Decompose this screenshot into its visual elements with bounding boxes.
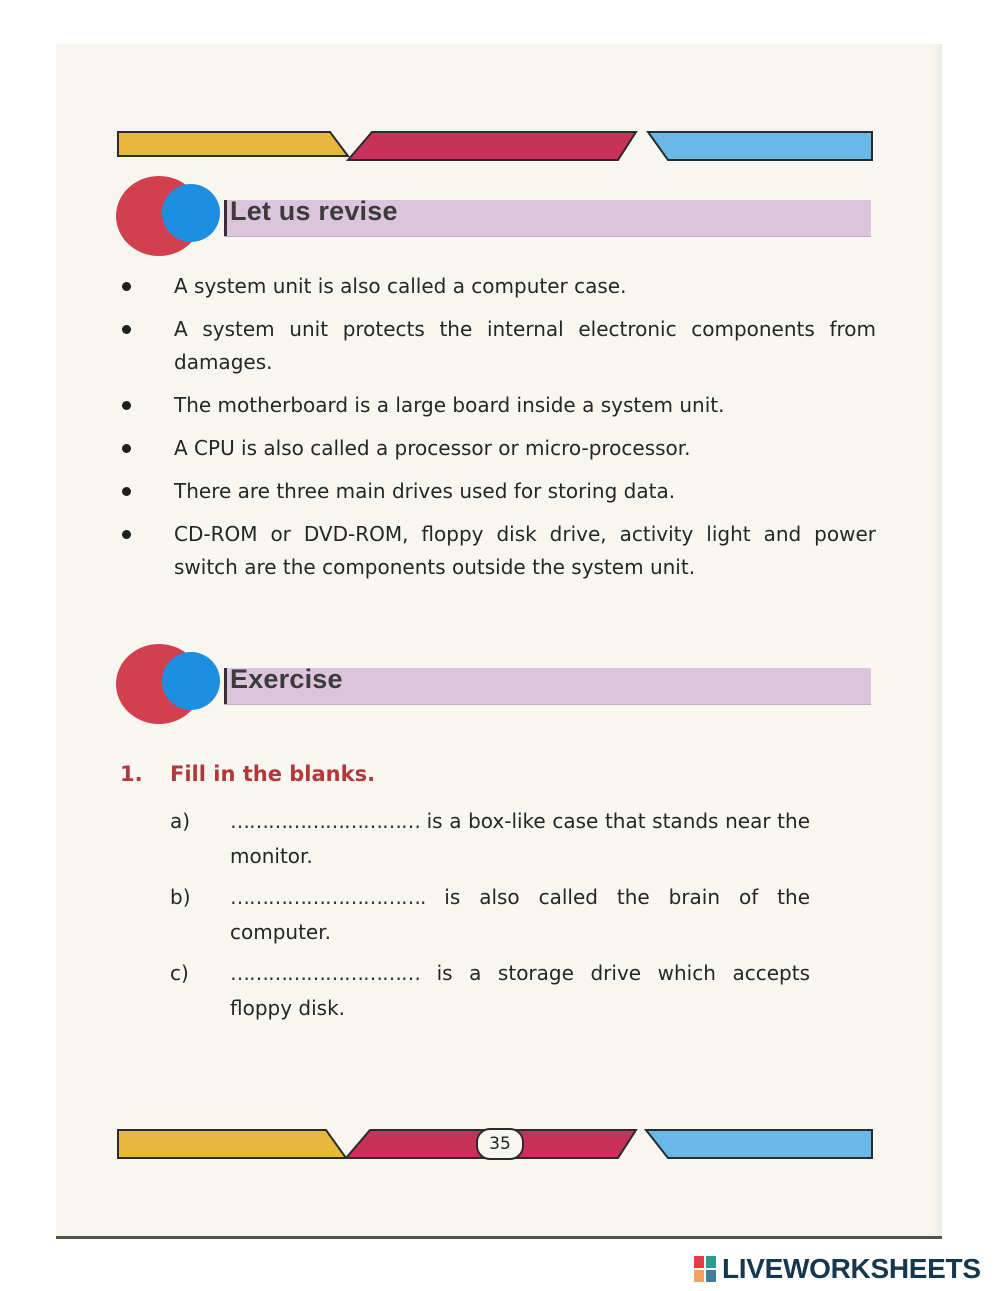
page-number: 35 — [476, 1128, 524, 1160]
top-color-band — [116, 130, 876, 164]
list-item: A system unit protects the internal electronic components from damages. — [116, 313, 876, 379]
item-label: b) — [170, 885, 191, 909]
bullet-icon — [122, 401, 131, 410]
fill-blank-items — [170, 804, 810, 1032]
blank-field[interactable]: ………………………… — [230, 809, 420, 833]
list-item: A system unit is also called a computer case. — [116, 270, 876, 303]
blue-circle-icon — [162, 652, 220, 710]
exercise-title: Exercise — [230, 664, 343, 694]
liveworksheets-logo-icon — [694, 1256, 716, 1282]
list-item: The motherboard is a large board inside a system unit. — [116, 389, 876, 422]
list-item: A CPU is also called a processor or micro-processor. — [116, 432, 876, 465]
fill-blank-item — [170, 804, 810, 874]
bullet-icon — [122, 530, 131, 539]
item-text: is a storage drive which accepts floppy disk. — [230, 961, 810, 1020]
blank-field[interactable]: …………………………. — [230, 885, 426, 909]
item-label: c) — [170, 961, 189, 985]
fill-blank-item — [170, 956, 810, 1026]
question-number: 1. — [120, 762, 143, 786]
list-item: CD-ROM or DVD-ROM, floppy disk drive, activity light and power switch are the components outside the system unit. — [116, 518, 876, 584]
bullet-icon — [122, 487, 131, 496]
bullet-icon — [122, 444, 131, 453]
exercise-heading — [116, 636, 876, 724]
fill-blank-item — [170, 880, 810, 950]
list-item: There are three main drives used for storing data. — [116, 475, 876, 508]
blank-field[interactable]: ………………………… — [230, 961, 420, 985]
question-title: Fill in the blanks. — [170, 762, 376, 786]
revise-heading — [116, 168, 876, 256]
bullet-icon — [122, 282, 131, 291]
item-text: is also called the brain of the computer. — [230, 885, 810, 944]
item-label: a) — [170, 809, 191, 833]
revise-title: Let us revise — [230, 196, 398, 226]
watermark-text: LIVEWORKSHEETS — [722, 1253, 981, 1284]
item-text: is a box-like case that stands near the monitor. — [230, 809, 810, 868]
workbook-page — [56, 44, 942, 1239]
bullet-icon — [122, 325, 131, 334]
blue-circle-icon — [162, 184, 220, 242]
question-heading — [120, 762, 375, 786]
revise-points — [116, 270, 876, 594]
